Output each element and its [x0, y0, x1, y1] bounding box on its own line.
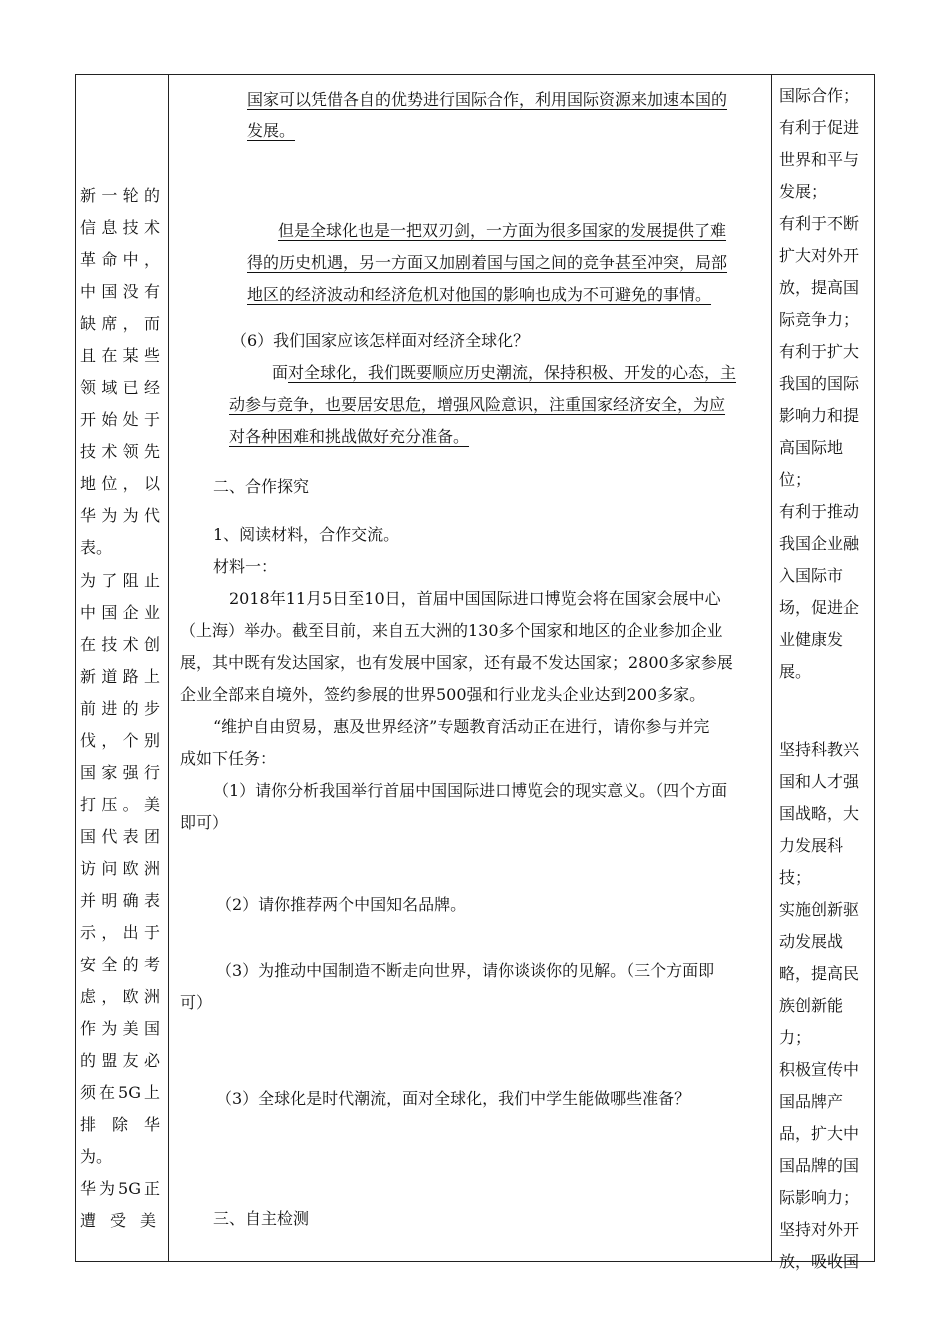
text-line: 且在某些: [80, 346, 160, 365]
text-line: 实施创新驱: [779, 900, 860, 919]
right-answers-column: [779, 80, 869, 1278]
text-line: 作为美国: [80, 1019, 160, 1038]
text-line: 国代表团: [80, 827, 160, 846]
question-3-continued: 可）: [180, 993, 213, 1012]
right-answer-measures: [779, 734, 869, 1278]
text-line: 在技术创: [80, 635, 160, 654]
text-line: 开始处于: [80, 410, 160, 429]
intro-text-line: 发展。: [247, 121, 296, 140]
text-line: 业健康发: [779, 630, 844, 649]
text-line: 并明确表: [80, 891, 160, 910]
text-line: 有利于不断: [779, 214, 860, 233]
text-line: 场，促进企: [779, 598, 860, 617]
answer-6-prefix: 面: [272, 363, 289, 382]
text-line: 力；: [779, 1028, 812, 1047]
text-line: 有利于扩大: [779, 342, 860, 361]
material-text-line: 企业全部来自境外，签约参展的世界500强和行业龙头企业达到200多家。: [180, 685, 706, 704]
text-line: 领域已经: [80, 378, 160, 397]
text-line: 动发展战: [779, 932, 844, 951]
text-line: 世界和平与: [779, 150, 860, 169]
double-edged-text-line: 但是全球化也是一把双刃剑，一方面为很多国家的发展提供了难: [278, 221, 727, 240]
text-line: 国品牌产: [779, 1092, 844, 1111]
double-edged-text-line: 地区的经济波动和经济危机对他国的影响也成为不可避免的事情。: [247, 285, 712, 304]
text-line: 有利于促进: [779, 118, 860, 137]
text-line: 国际合作；: [779, 86, 860, 105]
text-line: 我国的国际: [779, 374, 860, 393]
intro-text-line: 国家可以凭借各自的优势进行国际合作，利用国际资源来加速本国的: [247, 90, 728, 109]
question-4: （3）全球化是时代潮流，面对全球化，我们中学生能做哪些准备？: [216, 1089, 691, 1108]
text-line: 扩大对外开: [779, 246, 860, 265]
question-1: （1）请你分析我国举行首届中国国际进口博览会的现实意义。（四个方面: [213, 781, 728, 800]
text-line: 我国企业融: [779, 534, 860, 553]
text-line: 展。: [779, 662, 812, 681]
text-line: 有利于推动: [779, 502, 860, 521]
section-heading-cooperation: 二、合作探究: [213, 477, 310, 496]
material-text-line: （上海）举办。截至目前，来自五大洲的130多个国家和地区的企业参加企业: [180, 621, 723, 640]
text-line: 为了阻止: [80, 571, 160, 590]
material-1-label: 材料一：: [213, 557, 278, 576]
text-line: 新一轮的: [80, 186, 160, 205]
text-line: 国家强行: [80, 763, 160, 782]
table-border-right: [874, 75, 875, 1261]
text-line: 访问欧洲: [80, 859, 160, 878]
material-text-line: 2018年11月5日至10日，首届中国国际进口博览会将在国家会展中心: [229, 589, 721, 608]
text-line: 的盟友必: [80, 1051, 160, 1070]
text-line: 入国际市: [779, 566, 844, 585]
text-line: 坚持科教兴: [779, 740, 860, 759]
text-line: 信息技术: [80, 218, 160, 237]
left-note-suppression: [80, 565, 160, 1173]
text-line: 虑，欧洲: [80, 987, 160, 1006]
text-line: 华为为代: [80, 506, 160, 525]
text-line: 放，吸收国: [779, 1252, 860, 1271]
text-line: 放，提高国: [779, 278, 860, 297]
right-answer-significance: [779, 80, 869, 688]
text-line: 力发展科: [779, 836, 844, 855]
text-line: 打压。美: [80, 795, 160, 814]
text-line: 表。: [80, 538, 113, 557]
text-line: 坚持对外开: [779, 1220, 860, 1239]
text-line: 新道路上: [80, 667, 160, 686]
table-border-left: [75, 75, 76, 1261]
text-line: 为。: [80, 1147, 113, 1166]
left-notes-column: [80, 80, 171, 1237]
text-line: 前进的步: [80, 699, 160, 718]
table-divider-right: [771, 75, 772, 1261]
text-line: 高国际地: [779, 438, 844, 457]
double-edged-text-line: 得的历史机遇，另一方面又加剧着国与国之间的竞争甚至冲突，局部: [247, 253, 728, 272]
answer-6-line: 动参与竞争，也要居安思危，增强风险意识，注重国家经济安全，为应: [229, 395, 726, 414]
answer-6-line: 对各种困难和挑战做好充分准备。: [229, 427, 470, 446]
text-line: 伐，个别: [80, 731, 160, 750]
text-line: 国品牌的国: [779, 1156, 860, 1175]
text-line: 影响力和提: [779, 406, 860, 425]
left-note-5g: [80, 1173, 171, 1237]
text-line: 缺席，而: [80, 314, 160, 333]
text-line: 中国企业: [80, 603, 160, 622]
text-line: 略，提高民: [779, 964, 860, 983]
question-3: （3）为推动中国制造不断走向世界，请你谈谈你的见解。（三个方面即: [216, 961, 715, 980]
text-line: 际影响力；: [779, 1188, 860, 1207]
left-note-huawei-leading: [80, 180, 160, 564]
text-line: 位；: [779, 470, 812, 489]
text-line: 地位，以: [80, 474, 160, 493]
text-line: 排除华: [80, 1115, 160, 1134]
text-line: 发展；: [779, 182, 828, 201]
table-divider-left: [168, 75, 169, 1261]
text-line: 品，扩大中: [779, 1124, 860, 1143]
task-1-label: 1、阅读材料，合作交流。: [213, 525, 400, 544]
text-line: 国和人才强: [779, 772, 860, 791]
question-1-continued: 即可）: [180, 813, 229, 832]
text-line: 安全的考: [80, 955, 160, 974]
question-2: （2）请你推荐两个中国知名品牌。: [216, 895, 467, 914]
text-line: 技；: [779, 868, 812, 887]
activity-text-line: 成如下任务：: [180, 749, 277, 768]
text-line: 族创新能: [779, 996, 844, 1015]
question-6: （6）我们国家应该怎样面对经济全球化？: [231, 331, 530, 350]
text-line: 示，出于: [80, 923, 160, 942]
text-line: 技术领先: [80, 442, 160, 461]
text-line: 际竞争力；: [779, 310, 860, 329]
answer-6-line: 对全球化，我们既要顺应历史潮流，保持积极、开发的心态，主: [288, 363, 737, 382]
section-heading-self-test: 三、自主检测: [213, 1209, 310, 1228]
text-line: 国战略，大: [779, 804, 860, 823]
text-line: 华为5G正: [80, 1179, 160, 1198]
text-line: 中国没有: [80, 282, 160, 301]
activity-text-line: “维护自由贸易，惠及世界经济”专题教育活动正在进行，请你参与并完: [213, 717, 710, 736]
material-text-line: 展，其中既有发达国家，也有发展中国家，还有最不发达国家；2800多家参展: [180, 653, 733, 672]
text-line: 遭受美: [80, 1211, 171, 1230]
text-line: 积极宣传中: [779, 1060, 860, 1079]
text-line: 革命中，: [80, 250, 160, 269]
text-line: 须在5G上: [80, 1083, 160, 1102]
